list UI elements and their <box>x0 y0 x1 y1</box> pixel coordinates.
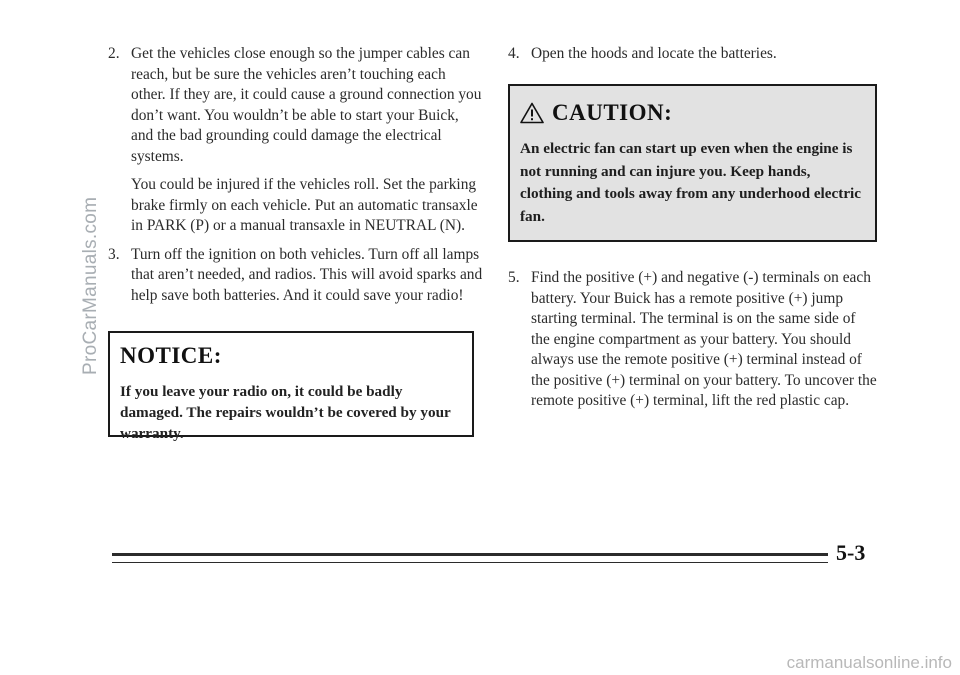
caution-body: An electric fan can start up even when the engine is not running and can injure you. Keep hands, clothing and tools away from any underhood electric fan. <box>520 140 862 225</box>
bottom-watermark: carmanualsonline.info <box>786 653 952 672</box>
step-2-text: Get the vehicles close enough so the jumper cables can reach, but be sure the vehicles aren’t touching each other. If they are, it could cause a ground connection you don’t want. You wouldn’t be able to start your Buick, and the bad grounding could damage the electrical systems. <box>131 45 482 165</box>
caution-title: CAUTION: <box>552 100 673 125</box>
step-5-number: 5. <box>508 269 520 286</box>
step-5 <box>508 268 878 412</box>
step-2 <box>108 44 484 167</box>
step-3-number: 3. <box>108 245 120 263</box>
step-4-text: Open the hoods and locate the batteries. <box>531 45 777 62</box>
step-3 <box>108 245 484 307</box>
step-3-text: Turn off the ignition on both vehicles. Turn off all lamps that aren’t needed, and radios. This will avoid sparks and help save both batteries. And it could save your radio! <box>131 245 483 304</box>
footer-rule-thick <box>112 553 828 556</box>
caution-header <box>520 100 875 126</box>
right-column-lower <box>508 268 878 412</box>
left-column <box>108 44 484 306</box>
step-4 <box>508 44 878 65</box>
notice-box <box>108 331 474 442</box>
footer-rule-thin <box>112 562 828 563</box>
right-column <box>508 44 878 65</box>
step-5-text: Find the positive (+) and negative (-) terminals on each battery. Your Buick has a remote positive (+) jump starting terminal. The terminal is on the same side of the engine compartment as your battery. You should always use the remote positive (+) terminal instead of the positive (+) terminal on your battery. To uncover the remote positive (+) terminal, lift the red plastic cap. <box>531 269 877 409</box>
step-2-warning-paragraph: You could be injured if the vehicles roll. Set the parking brake firmly on each vehicle. Put an automatic transaxle in PARK (P) or a manual transaxle in NEUTRAL (N). <box>131 176 478 234</box>
warning-triangle-icon <box>520 102 544 124</box>
step-4-number: 4. <box>508 45 520 62</box>
caution-box <box>508 84 877 242</box>
step-2-number: 2. <box>108 45 120 62</box>
side-watermark: ProCarManuals.com <box>80 196 101 375</box>
page-number: 5-3 <box>836 540 866 565</box>
notice-title: NOTICE: <box>120 343 222 368</box>
notice-body: If you leave your radio on, it could be badly damaged. The repairs wouldn’t be covered by your warranty. <box>120 383 451 442</box>
